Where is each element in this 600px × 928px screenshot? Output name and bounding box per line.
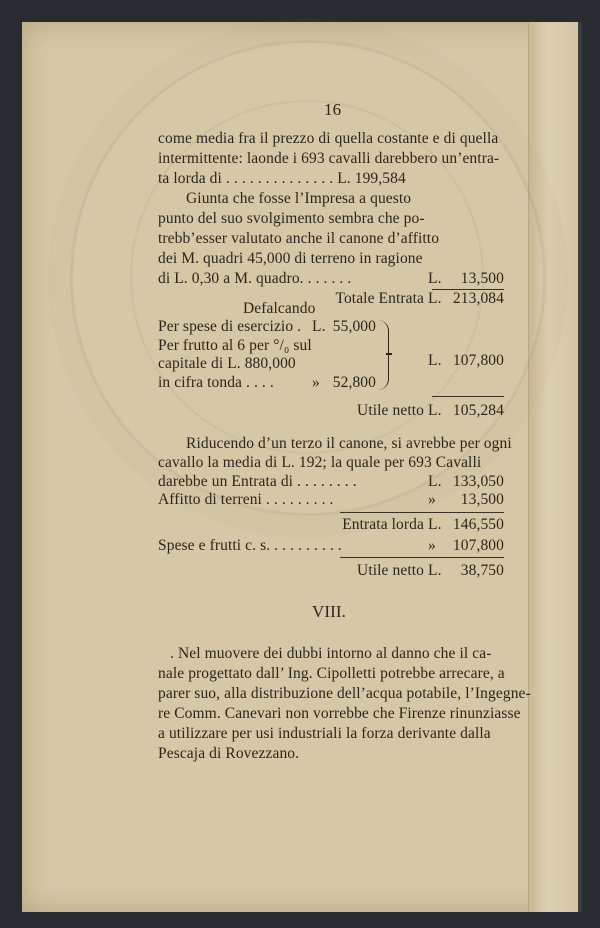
affitto-label: Affitto di terreni . . . . . . . . . xyxy=(158,491,334,508)
frutto-line-1: Per frutto al 6 per °/₀ sul xyxy=(158,337,312,354)
spese-frutti-value: 107,800 xyxy=(452,537,504,554)
para2-line-2: punto del suo svolgimento sembra che po- xyxy=(158,210,425,227)
sum-rule xyxy=(340,557,504,558)
para3-line-1: Riducendo d’un terzo il canone, si avrebbe per ogni xyxy=(186,435,512,452)
para1-line-2: intermittente: laonde i 693 cavalli darebbero un’entra- xyxy=(158,150,500,167)
entrata-value: 133,050 xyxy=(452,473,504,490)
para4-line-4: re Comm. Canevari non vorrebbe che Firenze rinunziasse xyxy=(158,705,521,722)
canone-currency: L. xyxy=(428,270,442,287)
canone-value: 13,500 xyxy=(460,270,504,287)
para1-line-1: come media fra il prezzo di quella costante e di quella xyxy=(158,130,499,147)
brace-total-value: 107,800 xyxy=(452,352,504,369)
cifra-tonda-currency: » xyxy=(312,374,320,391)
entrata-lorda-value: 146,550 xyxy=(452,516,504,533)
para2-line-1: Giunta che fosse l’Impresa a questo xyxy=(186,190,412,207)
affitto-value: 13,500 xyxy=(460,491,504,508)
sum-rule xyxy=(432,396,504,397)
affitto-currency: » xyxy=(428,491,436,508)
frutto-line-2: capitale di L. 880,000 xyxy=(158,355,296,372)
grouping-brace-tip xyxy=(386,353,392,355)
para2-line-4: dei M. quadri 45,000 di terreno in ragione xyxy=(158,250,423,267)
canone-label: di L. 0,30 a M. quadro. . . . . . . xyxy=(158,270,352,287)
utile-netto-2-currency: L. xyxy=(428,562,442,579)
utile-netto-1-currency: L. xyxy=(428,402,442,419)
totale-entrata-currency: L. xyxy=(428,290,442,307)
grouping-brace xyxy=(378,320,389,390)
spese-esercizio-label: Per spese di esercizio . xyxy=(158,318,302,335)
utile-netto-2-value: 38,750 xyxy=(460,562,504,579)
entrata-lorda-currency: L. xyxy=(428,516,442,533)
cifra-tonda-value: 52,800 xyxy=(332,374,376,391)
entrata-currency: L. xyxy=(428,473,442,490)
entrata-label: darebbe un Entrata di . . . . . . . . xyxy=(158,473,357,490)
sum-rule xyxy=(340,512,504,513)
book-edge xyxy=(578,22,582,912)
utile-netto-1-value: 105,284 xyxy=(452,402,504,419)
utile-netto-2-label: Utile netto xyxy=(357,562,424,579)
defalcando-heading: Defalcando xyxy=(243,300,316,317)
totale-entrata-label: Totale Entrata xyxy=(335,290,424,307)
para4-line-6: Pescaja di Rovezzano. xyxy=(158,745,300,762)
spese-esercizio-currency: L. xyxy=(312,318,326,335)
section-heading: VIII. xyxy=(312,602,347,621)
page-number: 16 xyxy=(324,100,342,119)
para1-line-3: ta lorda di . . . . . . . . . . . . . . L. 199,584 xyxy=(158,170,406,187)
brace-total-currency: L. xyxy=(428,352,442,369)
cifra-tonda-label: in cifra tonda . . . . xyxy=(158,374,274,391)
para4-line-5: a utilizzare per usi industriali la forza derivante dalla xyxy=(158,725,491,742)
para2-line-3: trebb’esser valutato anche il canone d’affitto xyxy=(158,230,440,247)
para3-line-2: cavallo la media di L. 192; la quale per 693 Cavalli xyxy=(158,454,482,471)
spese-esercizio-value: 55,000 xyxy=(332,318,376,335)
para4-line-2: nale progettato dall’ Ing. Cipolletti potrebbe arrecare, a xyxy=(158,665,505,682)
spese-frutti-label: Spese e frutti c. s. . . . . . . . . . xyxy=(158,537,342,554)
para4-line-1: . Nel muovere dei dubbi intorno al danno che il ca- xyxy=(170,645,492,662)
spese-frutti-currency: » xyxy=(428,537,436,554)
totale-entrata-value: 213,084 xyxy=(452,290,504,307)
utile-netto-1-label: Utile netto xyxy=(357,402,424,419)
para4-line-3: parer suo, alla distribuzione dell’acqua potabile, l’Ingegne- xyxy=(158,685,531,702)
entrata-lorda-label: Entrata lorda xyxy=(342,516,424,533)
page-fold xyxy=(528,22,579,912)
